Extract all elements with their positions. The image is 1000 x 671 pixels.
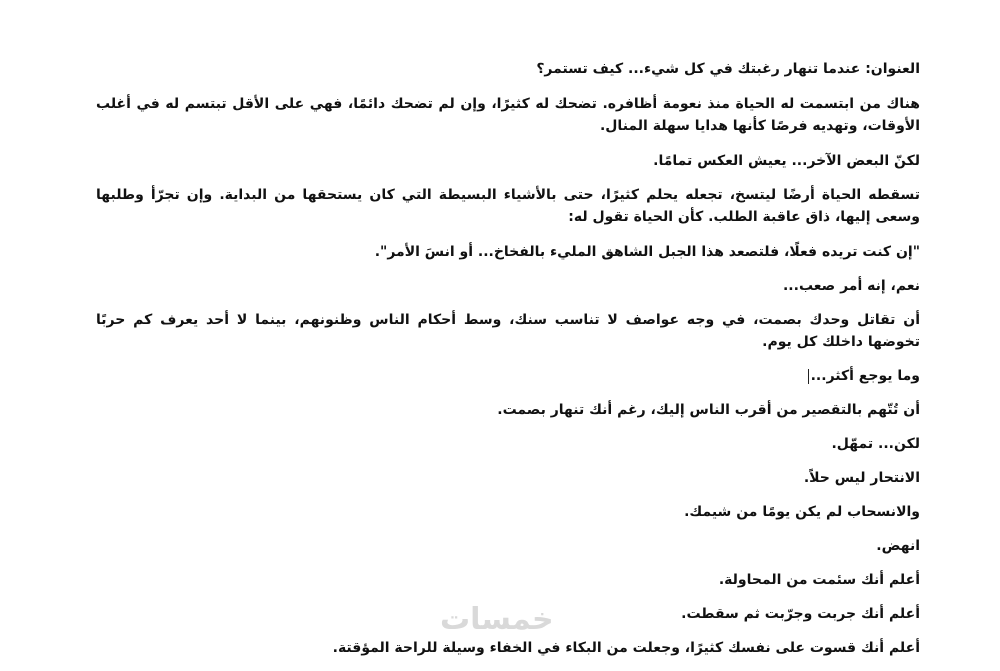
paragraph: أعلم أنك قسوت على نفسك كثيرًا، وجعلت من البكاء في الخفاء وسيلة للراحة المؤقتة. bbox=[332, 640, 920, 656]
paragraph: أعلم أنك سئمت من المحاولة. bbox=[718, 572, 920, 588]
text-cursor bbox=[808, 369, 809, 384]
paragraph: انهض. bbox=[876, 538, 920, 554]
document-body bbox=[96, 58, 920, 671]
paragraph: "إن كنت تريده فعلًا، فلتصعد هذا الجبل الشاهق المليء بالفخاخ... أو انسَ الأمر". bbox=[374, 244, 920, 260]
paragraph: نعم، إنه أمر صعب... bbox=[782, 278, 920, 294]
paragraph: أن تقاتل وحدك بصمت، في وجه عواصف لا تناسب سنك، وسط أحكام الناس وظنونهم، بينما لا أحد يعرف كم حربًا تخوضها داخلك كل يوم. bbox=[96, 312, 920, 350]
paragraph-text: وما يوجع أكثر... bbox=[810, 368, 920, 384]
paragraph: لكنّ البعض الآخر... يعيش العكس تمامًا. bbox=[653, 153, 920, 169]
paragraph: تسقطه الحياة أرضًا ليتسخ، تجعله يحلم كثيرًا، حتى بالأشياء البسيطة التي كان يستحقها من البداية. وإن تجرّأ وطلبها وسعى إليها، ذاق عاقبة الطلب. كأن الحياة تقول له: bbox=[96, 187, 920, 225]
paragraph-with-cursor[interactable] bbox=[96, 365, 920, 387]
watermark-logo: خمسات bbox=[440, 602, 554, 637]
paragraph: لكن... تمهّل. bbox=[831, 436, 920, 452]
document-title: العنوان: عندما تنهار رغبتك في كل شيء... كيف تستمر؟ bbox=[536, 61, 920, 77]
paragraph: الانتحار ليس حلاً. bbox=[803, 470, 920, 486]
paragraph: أن تُتّهم بالتقصير من أقرب الناس إليك، رغم أنك تنهار بصمت. bbox=[497, 402, 920, 418]
paragraph: هناك من ابتسمت له الحياة منذ نعومة أظافره. تضحك له كثيرًا، وإن لم تضحك دائمًا، فهي على الأقل تبتسم له في أغلب الأوقات، وتهديه فرصًا كأنها هدايا سهلة المنال. bbox=[96, 96, 920, 134]
paragraph: أعلم أنك جربت وجرّبت ثم سقطت. bbox=[681, 606, 920, 622]
paragraph: والانسحاب لم يكن يومًا من شيمك. bbox=[684, 504, 920, 520]
